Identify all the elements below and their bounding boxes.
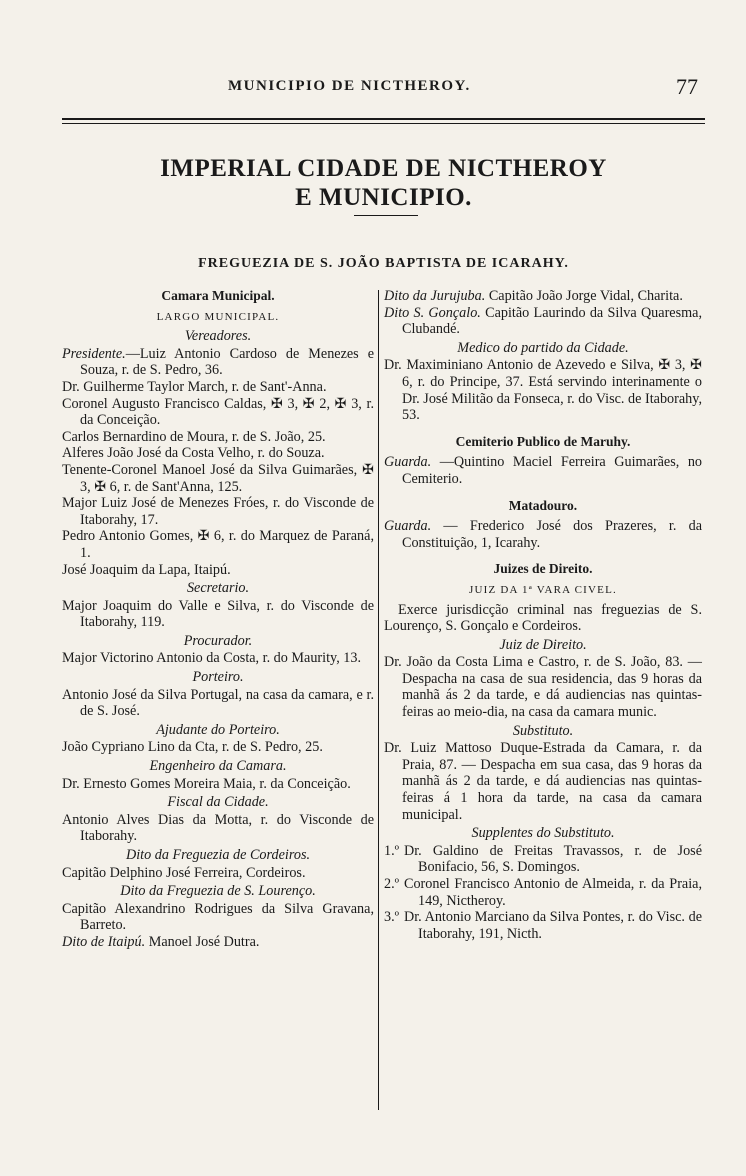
largo-heading: LARGO MUNICIPAL. xyxy=(156,310,280,323)
vereador-entry: Pedro Antonio Gomes, ✠ 6, r. do Marquez de Paraná, 1. xyxy=(62,528,374,561)
cemiterio-text: —Quintino Maciel Ferreira Guimarães, no Cemiterio. xyxy=(402,454,703,487)
jurisdiccao-text: Exerce jurisdicção criminal nas freguezias de S. Lourenço, S. Gonçalo e Cordeiros. xyxy=(384,601,702,635)
juizes-heading: Juizes de Direito. xyxy=(493,561,593,577)
vereador-entry: José Joaquim da Lapa, Itaipú. xyxy=(62,561,231,578)
page-title xyxy=(62,154,705,212)
right-column xyxy=(384,288,702,942)
presidente-entry xyxy=(62,346,374,379)
header-rule-thick xyxy=(62,118,705,120)
engenheiro-heading: Engenheiro da Camara. xyxy=(149,758,287,775)
supplente-number: 1.º xyxy=(384,842,400,859)
matadouro-entry xyxy=(384,518,702,551)
camara-heading: Camara Municipal. xyxy=(161,288,275,303)
fiscal-entry: Antonio Alves Dias da Motta, r. do Visconde de Itaborahy. xyxy=(62,811,374,845)
supplente-entry xyxy=(384,876,702,909)
ajudante-entry: João Cypriano Lino da Cta, r. de S. Pedro, 25. xyxy=(62,739,323,756)
substituto-entry: Dr. Luiz Mattoso Duque-Estrada da Camara, r. da Praia, 87. — Despacha em sua casa, das 9 horas da manhã ás 2 da tarde, e dá audiencias nas quintas-feiras á 1 hora da tarde, na casa da camara municipal. xyxy=(384,740,702,823)
supplentes-heading: Supplentes do Substituto. xyxy=(471,825,615,842)
jurujuba-entry xyxy=(384,288,702,305)
supplente-text: Dr. Antonio Marciano da Silva Pontes, r. do Visc. de Itaborahy, 191, Nicth. xyxy=(404,909,702,942)
juiz-heading: Juiz de Direito. xyxy=(499,636,587,653)
goncalo-entry xyxy=(384,305,702,338)
jurujuba-label: Dito da Jurujuba. xyxy=(384,288,486,304)
juiz-entry: Dr. João da Costa Lima e Castro, r. de S. João, 83. —Despacha na casa de sua residencia, das 9 horas da manhã ás 2 da tarde, e dá audiencias nas quintas-feiras ao meio-dia, na casa da camara munic. xyxy=(384,654,702,721)
vereador-entry: Dr. Guilherme Taylor March, r. de Sant'-Anna. xyxy=(62,378,327,395)
medico-entry: Dr. Maximiniano Antonio de Azevedo e Silva, ✠ 3, ✠ 6, r. do Principe, 37. Está servindo interinamente o Dr. José Militão da Fonseca, r. do Visc. de Itaborahy, 53. xyxy=(384,357,702,424)
title-rule xyxy=(354,215,418,216)
jurujuba-text: Capitão João Jorge Vidal, Charita. xyxy=(488,288,683,304)
header-rule-thin xyxy=(62,123,705,124)
supplente-number: 2.º xyxy=(384,876,400,892)
lourenco-entry: Capitão Alexandrino Rodrigues da Silva Gravana, Barreto. xyxy=(62,900,374,934)
cemiterio-entry xyxy=(384,454,702,487)
substituto-heading: Substituto. xyxy=(512,722,574,739)
porteiro-entry: Antonio José da Silva Portugal, na casa da camara, e r. de S. José. xyxy=(62,686,374,720)
procurador-entry: Major Victorino Antonio da Costa, r. do Maurity, 13. xyxy=(62,650,362,667)
page-number: 77 xyxy=(676,74,698,99)
fiscal-heading: Fiscal da Cidade. xyxy=(167,794,269,811)
column-divider xyxy=(378,290,379,1110)
vereador-entry: Carlos Bernardino de Moura, r. de S. João, 25. xyxy=(62,428,326,445)
freguezia-heading: FREGUEZIA DE S. JOÃO BAPTISTA DE ICARAHY. xyxy=(198,256,569,271)
page-title-line1: IMPERIAL CIDADE DE NICTHEROY xyxy=(160,155,607,182)
vereadores-heading: Vereadores. xyxy=(184,328,252,345)
goncalo-label: Dito S. Gonçalo. xyxy=(384,304,481,321)
ajudante-heading: Ajudante do Porteiro. xyxy=(156,721,280,738)
left-column xyxy=(62,288,374,951)
medico-heading: Medico do partido da Cidade. xyxy=(457,339,629,356)
vereador-entry: Alferes João José da Costa Velho, r. do Souza. xyxy=(62,445,325,462)
secretario-heading: Secretario. xyxy=(186,580,250,597)
porteiro-heading: Porteiro. xyxy=(192,669,244,686)
running-title: MUNICIPIO DE NICTHEROY. xyxy=(228,78,471,94)
vereador-entry: Major Luiz José de Menezes Fróes, r. do Visconde de Itaborahy, 17. xyxy=(62,495,374,528)
goncalo-text: Capitão Laurindo da Silva Quaresma, Clubandé. xyxy=(402,304,702,338)
vereador-entry: Tenente-Coronel Manoel José da Silva Guimarães, ✠ 3, ✠ 6, r. de Sant'Anna, 125. xyxy=(62,461,374,495)
matadouro-label: Guarda. xyxy=(384,518,432,535)
supplente-entry xyxy=(384,909,702,942)
cemiterio-heading: Cemiterio Publico de Maruhy. xyxy=(455,433,631,449)
matadouro-text: — Frederico José dos Prazeres, r. da Constituição, 1, Icarahy. xyxy=(402,518,703,551)
presidente-text: —Luiz Antonio Cardoso de Menezes e Souza, r. de S. Pedro, 36. xyxy=(80,345,374,379)
cordeiros-heading: Dito da Freguezia de Cordeiros. xyxy=(125,847,311,863)
supplente-text: Coronel Francisco Antonio de Almeida, r. da Praia, 149, Nictheroy. xyxy=(404,876,702,909)
engenheiro-entry: Dr. Ernesto Gomes Moreira Maia, r. da Conceição. xyxy=(62,775,351,792)
juiz-vara-heading: JUIZ DA 1ª VARA CIVEL. xyxy=(469,583,617,596)
itaipu-entry xyxy=(62,934,374,951)
lourenco-heading: Dito da Freguezia de S. Lourenço. xyxy=(120,883,316,900)
vereador-entry: Coronel Augusto Francisco Caldas, ✠ 3, ✠ 2, ✠ 3, r. da Conceição. xyxy=(62,395,374,429)
cemiterio-label: Guarda. xyxy=(384,454,432,471)
supplente-text: Dr. Galdino de Freitas Travassos, r. de José Bonifacio, 56, S. Domingos. xyxy=(404,842,702,876)
procurador-heading: Procurador. xyxy=(183,632,253,649)
itaipu-label: Dito de Itaipú. xyxy=(62,933,146,950)
supplente-entry xyxy=(384,843,702,876)
supplente-number: 3.º xyxy=(384,909,400,926)
presidente-label: Presidente. xyxy=(62,345,126,362)
page-title-line2: E MUNICIPIO. xyxy=(295,184,472,211)
itaipu-text: Manoel José Dutra. xyxy=(148,933,260,950)
cordeiros-entry: Capitão Delphino José Ferreira, Cordeiros. xyxy=(62,864,306,881)
matadouro-heading: Matadouro. xyxy=(508,497,578,513)
secretario-entry: Major Joaquim do Valle e Silva, r. do Visconde de Itaborahy, 119. xyxy=(62,597,374,631)
